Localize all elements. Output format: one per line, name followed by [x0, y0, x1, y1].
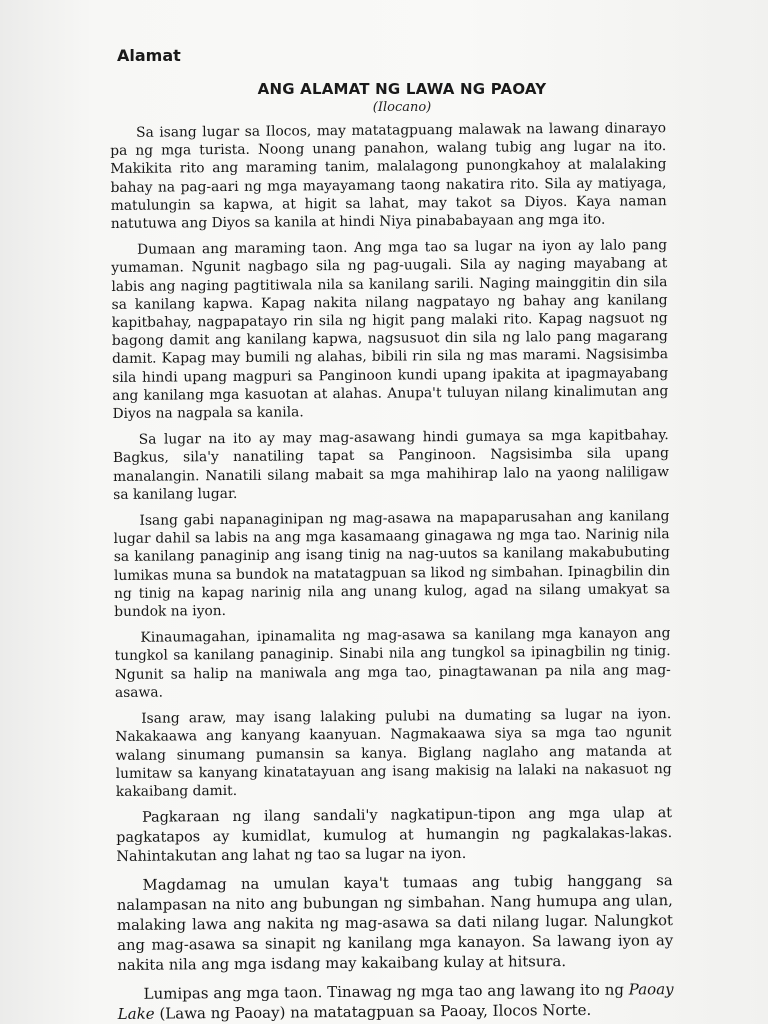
paragraph: Sa lugar na ito ay may mag-asawang hindi gumaya sa mga kapitbahay. Bagkus, sila'y nanatiling tapat sa Panginoon. Nagsisimba sila upang manalangin. Nanatili silang mabait sa mga mahihirap lalo na yaong naliligaw sa kanilang lugar. [112, 427, 670, 503]
last-paragraph-text-before: Lumipas ang mga taon. Tinawag ng mga tao ang lawang ito ng [143, 980, 629, 1003]
paragraph: Isang gabi napanaginipan ng mag-asawa na mapaparusahan ang kanilang lugar dahil sa labis na ang mga kasamaang ginagawa ng mga tao. Narinig nila sa kanilang panaginip ang isang tinig na nag-uutos sa kanilang makabubuting lumikas muna sa bundok na matatagpuan sa likod ng simbahan. Ipinagbilin din ng tinig na kapag narinig nila ang unang kulog, agad na silang umakyat sa bundok na iyon. [113, 508, 671, 621]
paragraph: Kinaumagahan, ipinamalita ng mag-asawa sa kanilang mga kanayon ang tungkol sa kanilang panaginip. Sinabi nila ang tungkol sa ipinagbilin ng tinig. Ngunit sa halip na maniwala ang mga tao, pinagtawanan pa nila ang mag-asawa. [114, 625, 671, 701]
story-body [110, 119, 674, 1023]
story-title: ANG ALAMAT NG LAWA NG PAOAY [257, 80, 547, 98]
paragraph: Dumaan ang maraming taon. Ang mga tao sa lugar na iyon ay lalo pang yumaman. Ngunit nagbago sila ng pag-uugali. Sila ay naging mayabang at labis ang naging pagtitiwala nila sa kanilang sarili. Naging mainggitin din sila sa kanilang kapwa. Kapag nakita nilang nagpatayo ng bahay ang kanilang kapitbahay, nagpapatayo rin sila ng higit pang malaki rito. Kapag nagsuot ng bagong damit ang kanilang kapwa, nagsusuot din sila ng lalo pang magarang damit. Kapag may bumili ng alahas, bibili rin sila ng mas marami. Nagsisimba sila hindi upang magpuri sa Panginoon kundi upang ipakita at ipagmayabang ang kanilang mga kasuotan at alahas. Anupa't tuluyan nilang kinalimutan ang Diyos na nagpala sa kanila. [111, 237, 669, 423]
last-paragraph-text-after: (Lawa ng Paoay) na matatagpuan sa Paoay, Ilocos Norte. [154, 1000, 592, 1023]
lake-name: Paoay Lake [117, 979, 674, 1023]
section-label: Alamat [117, 46, 181, 65]
paragraph: Sa isang lugar sa Ilocos, may matatagpuang malawak na lawang dinarayo pa ng mga turista. Noong unang panahon, walang tubig ang lugar na ito. Makikita rito ang maraming tanim, malalagong punongkahoy at malalaking bahay na pag-aari ng mga mayayamang taong nakatira rito. Sila ay matiyaga, matulungin sa kapwa, at higit sa lahat, may takot sa Diyos. Kaya naman natutuwa ang Diyos sa kanila at hindi Niya pinababayaan ang mga ito. [110, 120, 667, 233]
paragraph: Isang araw, may isang lalaking pulubi na dumating sa lugar na iyon. Nakakaawa ang kanyang kaanyuan. Nagmakaawa siya sa mga tao ngunit walang sinumang pumansin sa kanya. Biglang naglaho ang matanda at lumitaw sa kanyang kinatatayuan ang isang makisig na lalaki na nakasuot ng kakaibang damit. [115, 706, 672, 800]
paragraph: Pagkaraan ng ilang sandali'y nagkatipun-tipon ang mga ulap at pagkatapos ay kumidlat, kumulog at humangin ng pagkalakas-lakas. Nahintakutan ang lahat ng tao sa lugar na iyon. [116, 805, 673, 866]
last-paragraph [118, 979, 674, 1024]
paragraph: Magdamag na umulan kaya't tumaas ang tubig hanggang sa nalampasan na nito ang bubungan ng simbahan. Nang humupa ang ulan, malaking lawa ang nakita ng mag-asawa sa dati nilang lugar. Nalungkot ang mag-asawa sa sinapit ng kanilang mga kanayon. Sa lawang iyon ay nakita nila ang mga isdang may kakaibang kulay at hitsura. [116, 871, 674, 974]
story-subtitle: (Ilocano) [372, 100, 432, 115]
